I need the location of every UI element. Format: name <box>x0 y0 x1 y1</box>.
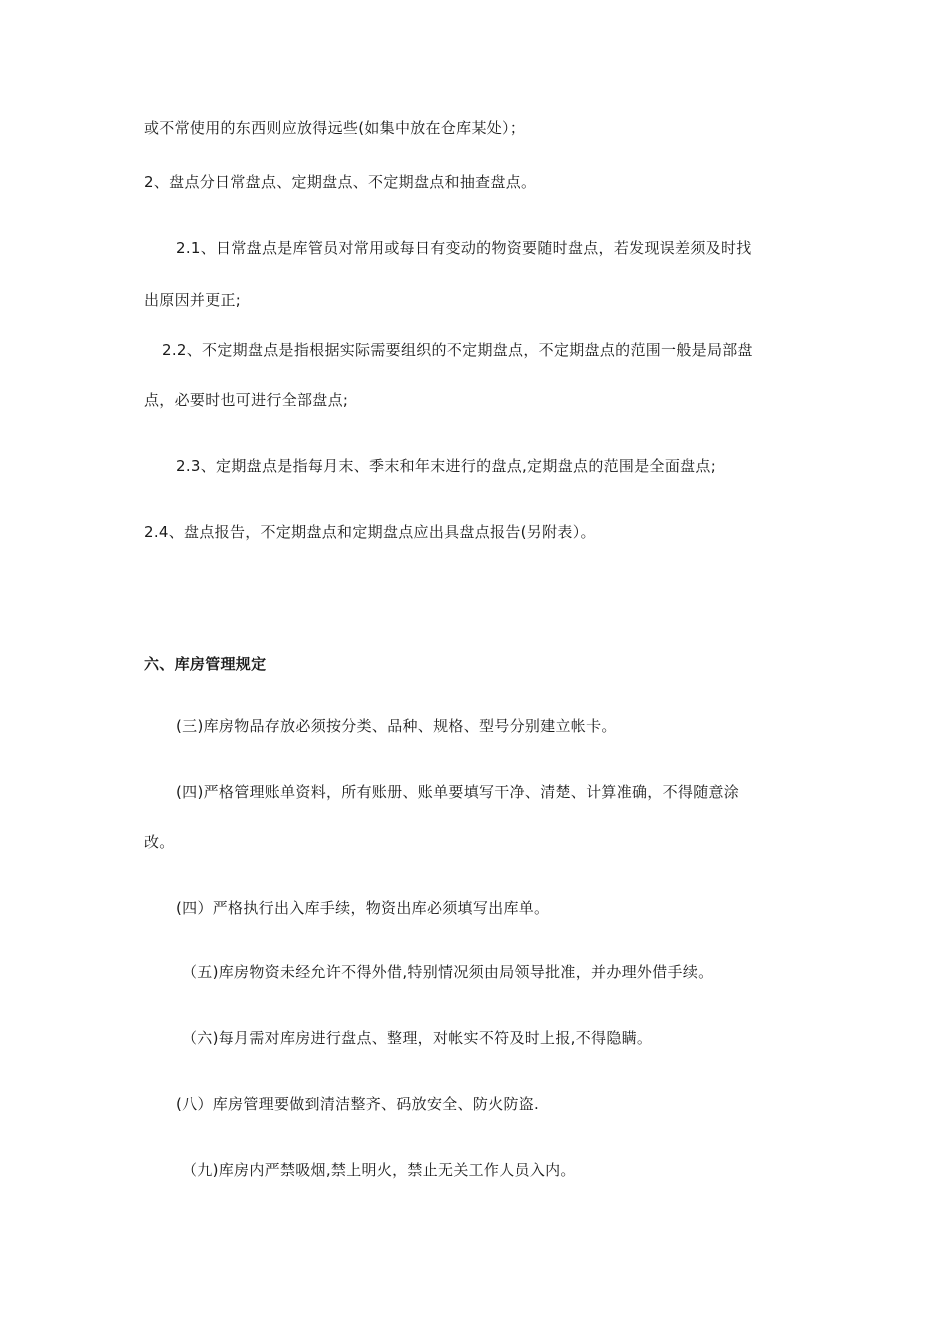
text-line-inventory-report: 2.4、盘点报告，不定期盘点和定期盘点应出具盘点报告(另附表）。 <box>144 523 596 541</box>
section-heading-warehouse-rules: 六、库房管理规定 <box>144 655 267 673</box>
text-line-rule-6: （六)每月需对库房进行盘点、整理，对帐实不符及时上报,不得隐瞒。 <box>182 1029 653 1047</box>
text-line-rule-4b: (四）严格执行出入库手续，物资出库必须填写出库单。 <box>176 899 550 917</box>
text-line-rule-4a: (四)严格管理账单资料，所有账册、账单要填写干净、清楚、计算准确，不得随意涂 <box>176 783 740 801</box>
text-line-rule-5: （五)库房物资未经允许不得外借,特别情况须由局领导批准，并办理外借手续。 <box>182 963 714 981</box>
text-line-regular-inventory: 2.3、定期盘点是指每月末、季末和年末进行的盘点,定期盘点的范围是全面盘点; <box>176 457 717 475</box>
text-line-irregular-inventory: 2.2、不定期盘点是指根据实际需要组织的不定期盘点，不定期盘点的范围一般是局部盘 <box>162 341 753 359</box>
text-line-storage-placement: 或不常使用的东西则应放得远些(如集中放在仓库某处）； <box>144 119 526 137</box>
text-line-irregular-inventory-cont: 点，必要时也可进行全部盘点; <box>144 391 349 409</box>
text-line-rule-4a-cont: 改。 <box>144 833 175 851</box>
text-line-rule-3: (三)库房物品存放必须按分类、品种、规格、型号分别建立帐卡。 <box>176 717 617 735</box>
text-line-rule-8: (八）库房管理要做到清洁整齐、码放安全、防火防盗. <box>176 1095 540 1113</box>
text-line-inventory-types: 2、盘点分日常盘点、定期盘点、不定期盘点和抽查盘点。 <box>144 173 537 191</box>
text-line-rule-9: （九)库房内严禁吸烟,禁上明火，禁止无关工作人员入内。 <box>182 1161 576 1179</box>
text-line-daily-inventory: 2.1、日常盘点是库管员对常用或每日有变动的物资要随时盘点，若发现误差须及时找 <box>176 239 752 257</box>
text-line-daily-inventory-cont: 出原因并更正; <box>144 291 242 309</box>
